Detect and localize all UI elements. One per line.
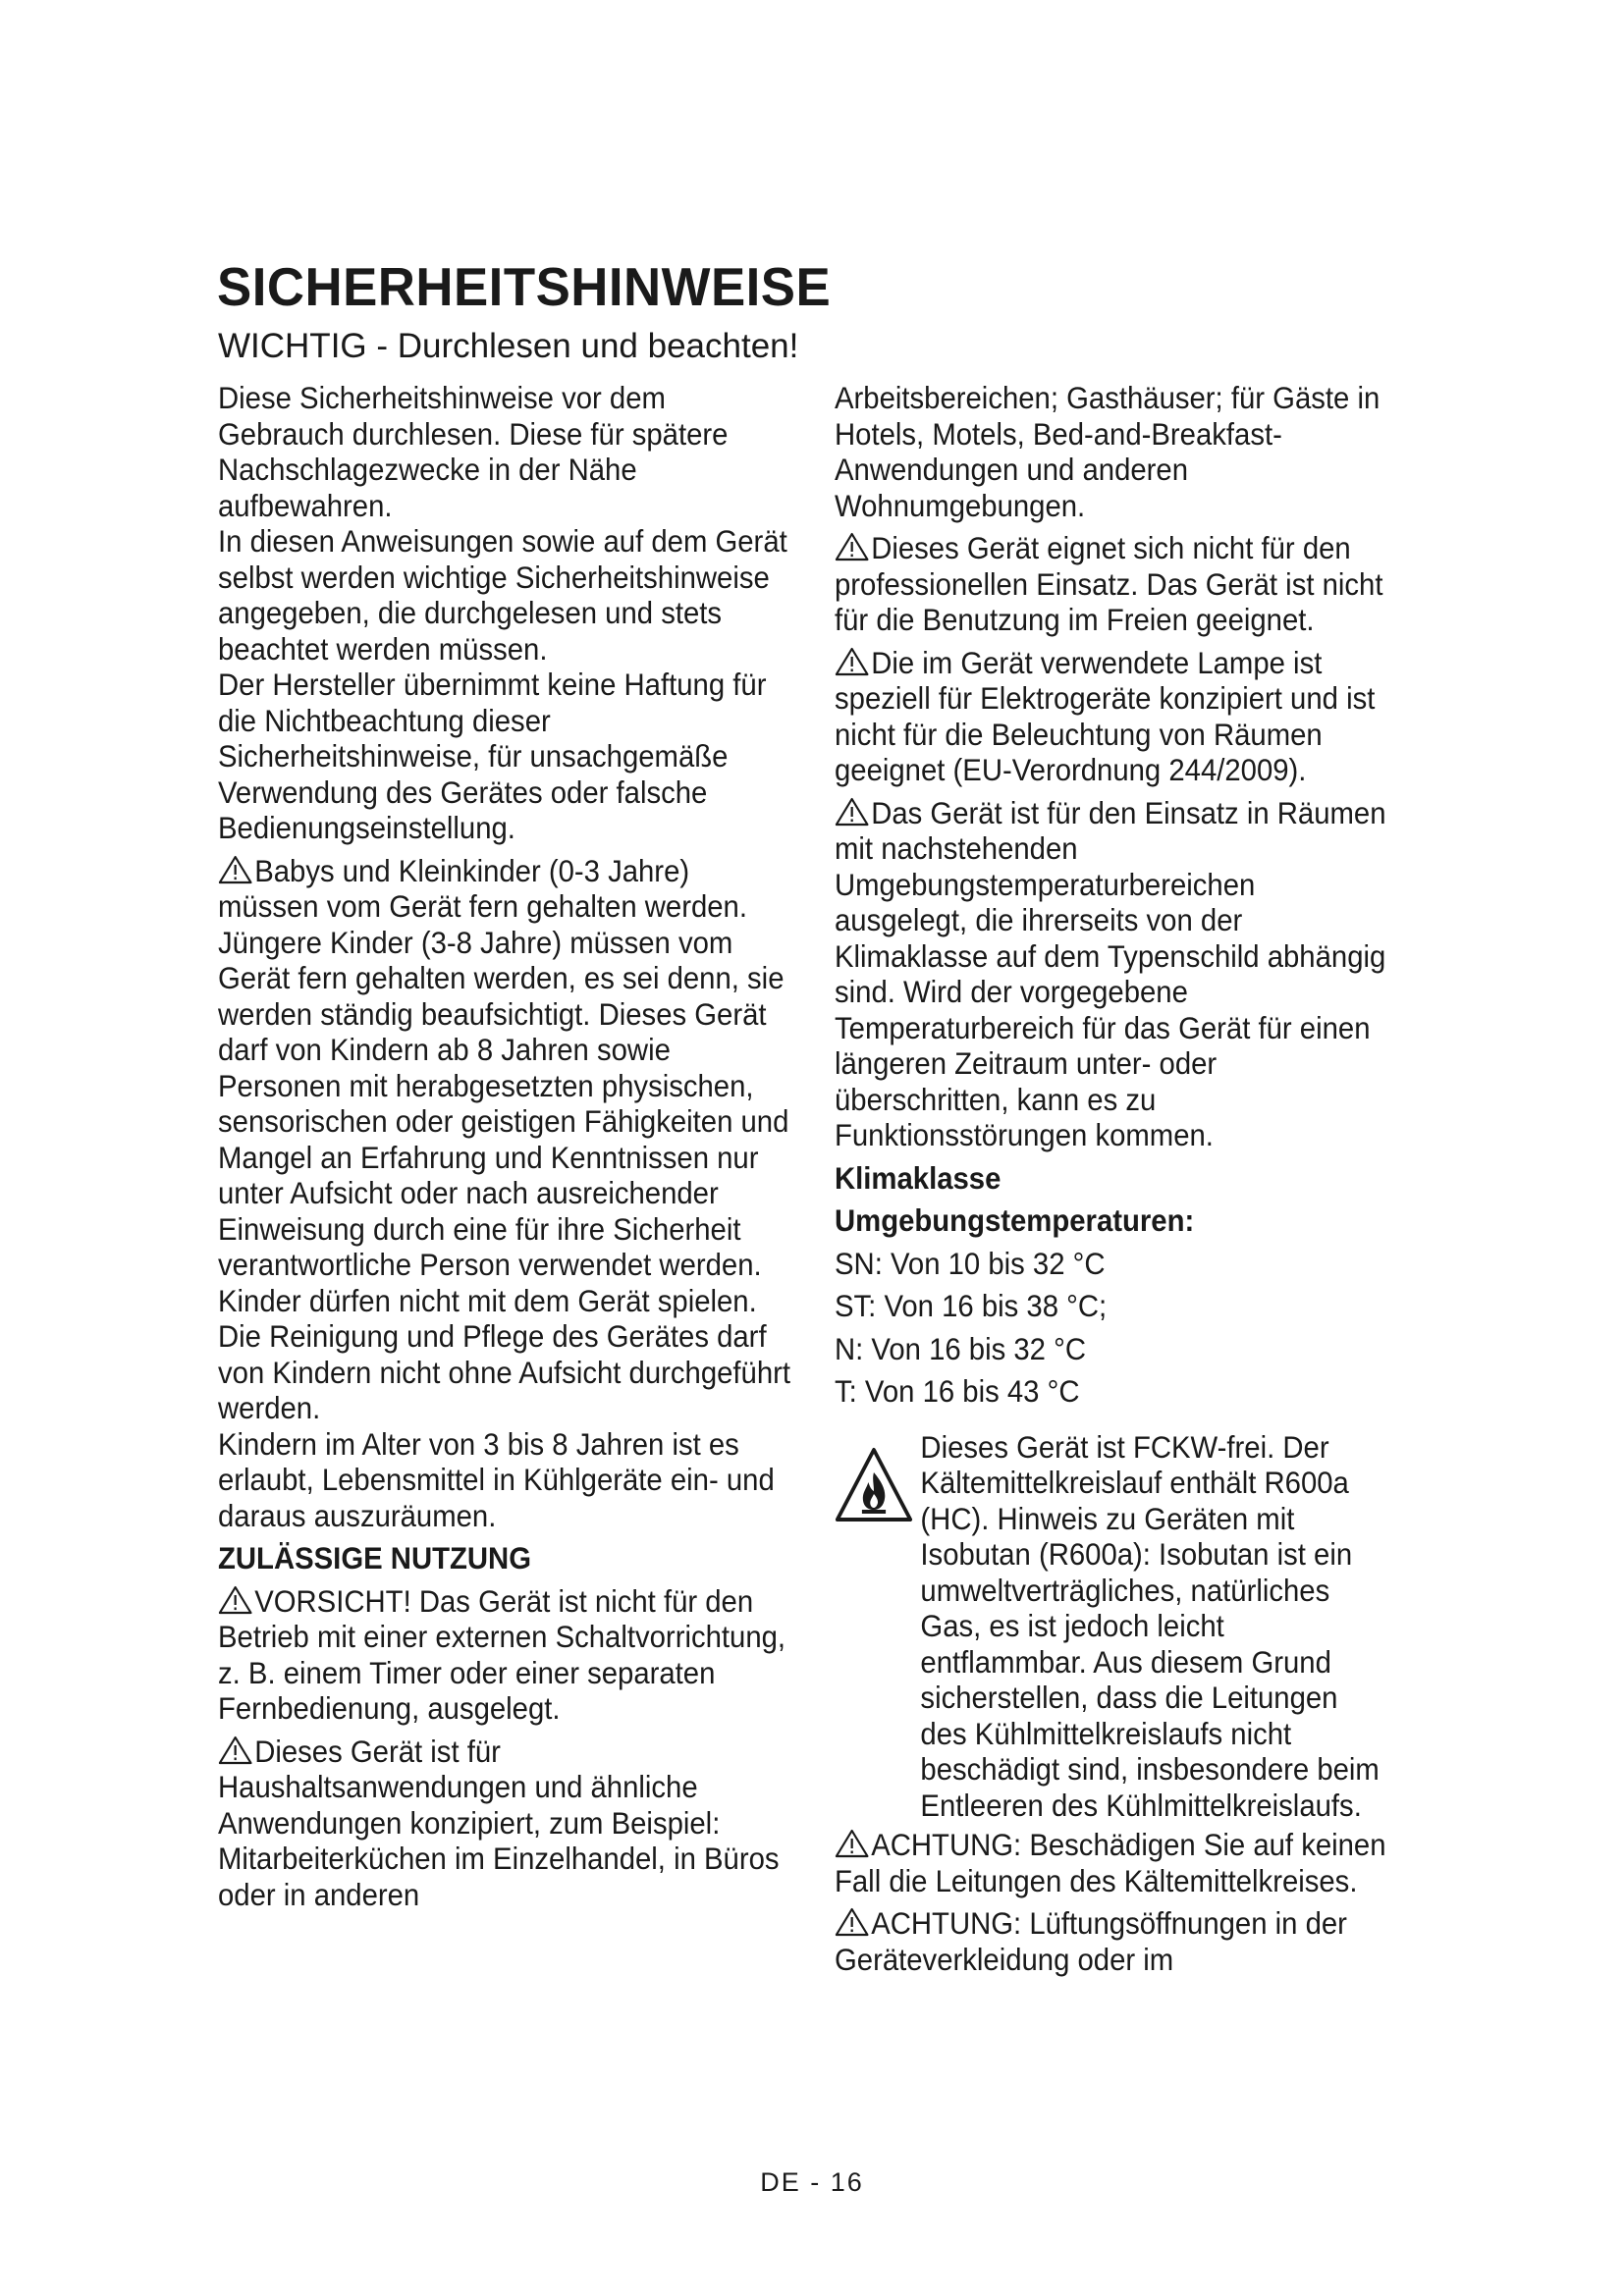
attention-vents-warning [835,1905,1391,1977]
household-use-warning [218,1734,793,1913]
left-column [218,380,793,1912]
children-warning [218,853,793,1319]
warning-triangle-icon [835,532,869,561]
lamp-text: Die im Gerät verwendete Lampe ist speziell für Elektrogeräte konzipiert und ist nicht für die Beleuchtung von Räumen geeignet (EU-Verordnung 244/2009). [835,644,1376,787]
usage-heading: ZULÄSSIGE NUTZUNG [218,1540,531,1575]
right-column [835,380,1391,1977]
warning-triangle-icon [835,797,869,827]
climate-class-t: T: Von 16 bis 43 °C [835,1373,1080,1409]
warning-triangle-icon [218,855,252,884]
climate-warning [835,795,1391,1153]
warning-triangle-icon [835,1829,869,1858]
climate-heading-1: Klimaklasse [835,1159,1001,1196]
attention-vents-text: ACHTUNG: Lüftungsöffnungen in der Geräteverkleidung oder im [835,1905,1347,1977]
refrigerant-warning [835,1429,1391,1824]
children-cleaning-paragraph: Die Reinigung und Pflege des Gerätes darf von Kindern nicht ohne Aufsicht durchgeführt werden. [218,1318,791,1425]
climate-heading-2: Umgebungstemperaturen: [835,1202,1195,1238]
page-subtitle: WICHTIG - Durchlesen und beachten! [218,327,799,365]
climate-class-sn: SN: Von 10 bis 32 °C [835,1245,1106,1281]
not-professional-text: Dieses Gerät eignet sich nicht für den professionellen Einsatz. Das Gerät ist nicht für die Benutzung im Freien geeignet. [835,530,1383,637]
household-use-text: Dieses Gerät ist für Haushaltsanwendungen und ähnliche Anwendungen konzipiert, zum Beispiel: Mitarbeiterküchen im Einzelhandel, in Büros oder in anderen [218,1733,780,1912]
climate-class-n: N: Von 16 bis 32 °C [835,1330,1086,1366]
climate-class-st: ST: Von 16 bis 38 °C; [835,1288,1108,1323]
lamp-warning [835,645,1391,788]
intro-paragraph-1: Diese Sicherheitshinweise vor dem Gebrauch durchlesen. Diese für spätere Nachschlagezwecke in der Nähe aufbewahren. [218,380,729,523]
not-professional-warning [835,530,1391,638]
warning-triangle-icon [835,1907,869,1937]
warning-triangle-icon [218,1585,252,1615]
household-use-continued: Arbeitsbereichen; Gasthäuser; für Gäste in Hotels, Motels, Bed-and-Breakfast-Anwendungen und anderen Wohnumgebungen. [835,380,1380,523]
climate-intro-text: Das Gerät ist für den Einsatz in Räumen mit nachstehenden Umgebungstemperaturbereichen ausgelegt, die ihrerseits von der Klimaklasse auf dem Typenschild abhängig sind. Wird der vorgegebene Temperaturbereich für das Gerät für einen längeren Zeitraum unter- oder überschritten, kann es zu Funktionsstörungen kommen. [835,794,1386,1152]
page-title: SICHERHEITSHINWEISE [217,256,832,317]
caution-timer-warning [218,1583,793,1727]
attention-lines-text: ACHTUNG: Beschädigen Sie auf keinen Fall die Leitungen des Kältemittelkreises. [835,1827,1386,1898]
intro-paragraph-2: In diesen Anweisungen sowie auf dem Gerät selbst werden wichtige Sicherheitshinweise angegeben, die durchgelesen und stets beachtet werden müssen. [218,523,787,667]
caution-timer-text: VORSICHT! Das Gerät ist nicht für den Betrieb mit einer externen Schaltvorrichtung, z. B. einem Timer oder einer separaten Fernbedienung, ausgelegt. [218,1582,786,1726]
children-warning-text: Babys und Kleinkinder (0-3 Jahre) müssen vom Gerät fern gehalten werden. Jüngere Kinder (3-8 Jahre) müssen vom Gerät fern gehalten werden, es sei denn, sie werden ständig beaufsichtigt. Dieses Gerät darf von Kindern ab 8 Jahren sowie Personen mit herabgesetzten physischen, sensorischen oder geistigen Fähigkeiten und Mangel an Erfahrung und Kenntnissen nur unter Aufsicht oder nach ausreichender Einweisung durch eine für ihre Sicherheit verantwortliche Person verwendet werden. Kinder dürfen nicht mit dem Gerät spielen. [218,852,789,1318]
attention-lines-warning [835,1827,1391,1898]
warning-triangle-icon [835,647,869,676]
page-number: DE - 16 [760,2167,864,2197]
intro-paragraph-3: Der Hersteller übernimmt keine Haftung für die Nichtbeachtung dieser Sicherheitshinweise, für unsachgemäße Verwendung des Gerätes oder falsche Bedienungseinstellung. [218,667,767,845]
children-food-paragraph: Kindern im Alter von 3 bis 8 Jahren ist es erlaubt, Lebensmittel in Kühlgeräte ein- und daraus auszuräumen. [218,1425,775,1533]
warning-triangle-icon [218,1735,252,1765]
refrigerant-text: Dieses Gerät ist FCKW-frei. Der Kältemittelkreislauf enthält R600a (HC). Hinweis zu Geräten mit Isobutan (R600a): Isobutan ist ein umweltverträgliches, natürliches Gas, es ist jedoch leicht entflammbar. Aus diesem Grund sicherstellen, dass die Leitungen des Kühlmittelkreislaufs nicht beschädigt sind, insbesondere beim Entleeren des Kühlmittelkreislaufs. [920,1428,1380,1823]
flammable-warning-icon [835,1447,913,1523]
